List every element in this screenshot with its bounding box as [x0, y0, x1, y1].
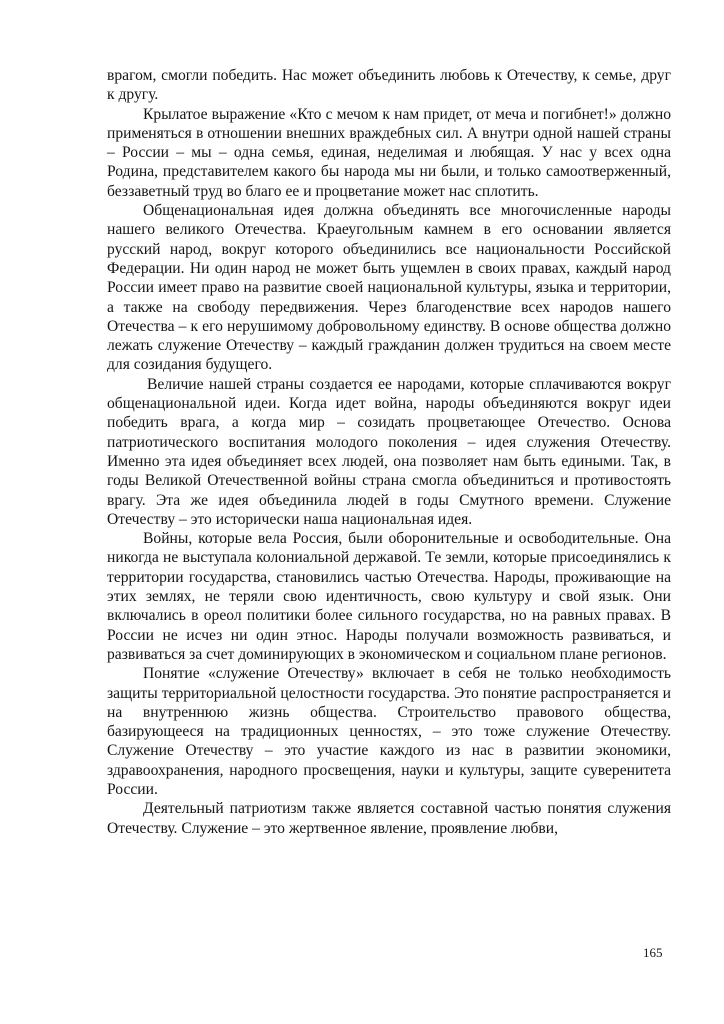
paragraph-6: Понятие «служение Отечеству» включает в себя не только необходимость защиты территориальной целостности государства. Это понятие распространяется и на внутреннюю жизнь общества. Строительство правового общества, базирующееся на традиционных ценностях, – это тоже служение Отечеству. Служение Отечеству – это участие каждого из нас в развитии экономики, здравоохранения, народного просвещения, науки и культуры, защите суверенитета России. [107, 665, 671, 798]
paragraph-1: врагом, смогли победить. Нас может объединить любовь к Отечеству, к семье, друг к другу. [107, 67, 671, 104]
page-number: 165 [643, 945, 663, 960]
document-page [107, 66, 671, 838]
paragraph-4: Величие нашей страны создается ее народами, которые сплачиваются вокруг общенациональной идеи. Когда идет война, народы объединяются вокруг идеи победить врага, а когда мир – созидать процветающее Отечество. Основа патриотического воспитания молодого поколения – идея служения Отечеству. Именно эта идея объединяет всех людей, она позволяет нам быть едиными. Так, в годы Великой Отечественной войны страна смогла объединиться и противостоять врагу. Эта же идея объединила людей в годы Смутного времени. Служение Отечеству – это исторически наша национальная идея. [107, 375, 671, 528]
paragraph-3: Общенациональная идея должна объединять все многочисленные народы нашего великого Отечества. Краеугольным камнем в его основании является русский народ, вокруг которого объединились все национальности Российской Федерации. Ни один народ не может быть ущемлен в своих правах, каждый народ России имеет право на развитие своей национальной культуры, языка и территории, а также на свободу передвижения. Через благоденствие всех народов нашего Отечества – к его нерушимому добровольному единству. В основе общества должно лежать служение Отечеству – каждый гражданин должен трудиться на своем месте для созидания будущего. [107, 202, 671, 374]
paragraph-2: Крылатое выражение «Кто с мечом к нам придет, от меча и погибнет!» должно применяться в отношении внешних враждебных сил. А внутри одной нашей страны – России – мы – одна семья, единая, неделимая и любящая. У нас у всех одна Родина, представителем какого бы народа мы ни были, и только самоотверженный, беззаветный труд во благо ее и процветание может нас сплотить. [107, 105, 671, 200]
paragraph-7: Деятельный патриотизм также является составной частью понятия служения Отечеству. Служение – это жертвенное явление, проявление любви, [107, 800, 671, 837]
paragraph-5: Войны, которые вела Россия, были оборонительные и освободительные. Она никогда не выступала колониальной державой. Те земли, которые присоединялись к территории государства, становились частью Отечества. Народы, проживающие на этих землях, не теряли свою идентичность, свою культуру и свой язык. Они включались в ореол политики более сильного государства, но на равных правах. В России не исчез ни один этнос. Народы получали возможность развиваться, и развиваться за счет доминирующих в экономическом и социальном плане регионов. [107, 530, 671, 663]
